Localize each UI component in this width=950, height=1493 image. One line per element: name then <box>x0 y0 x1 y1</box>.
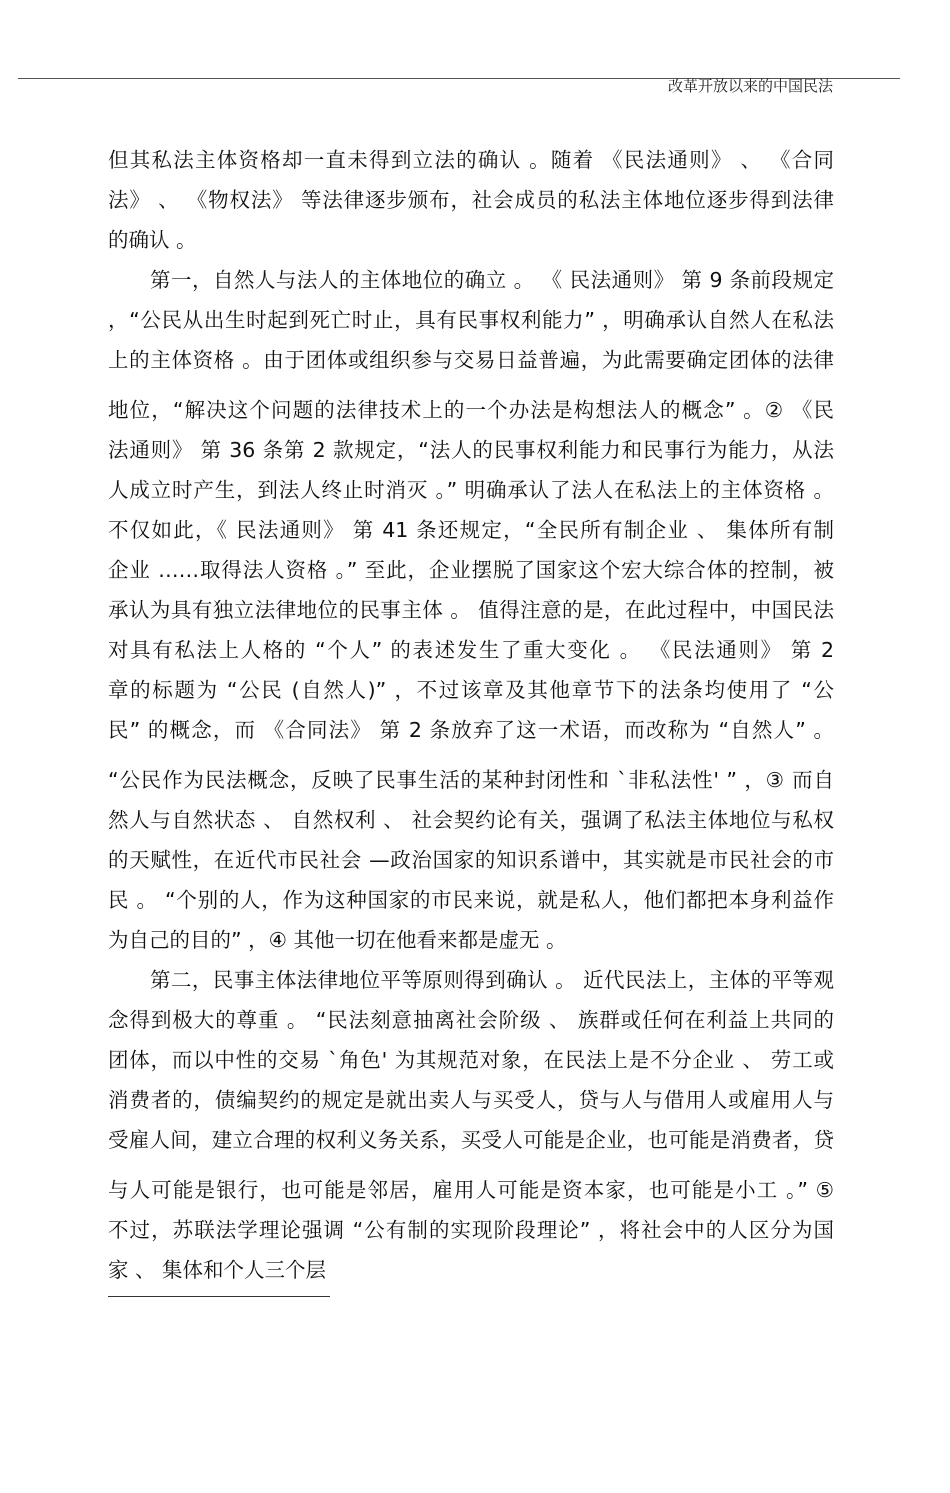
text-line: 民” 的概念，而 《合同法》 第 2 条放弃了这一术语，而改称为 “自然人” 。 <box>108 718 834 742</box>
text-line: 不过，苏联法学理论强调 “公有制的实现阶段理论” ，将社会中的人区分为国 <box>108 1218 834 1242</box>
text-line: 第一，自然人与法人的主体地位的确立 。 《 民法通则》 第 9 条前段规定 <box>150 268 834 292</box>
text-line: 的确认 。 <box>108 228 197 252</box>
text-line: ，“公民从出生时起到死亡时止，具有民事权利能力” ，明确承认自然人在私法 <box>108 308 834 332</box>
text-line: 地位，“解决这个问题的法律技术上的一个办法是构想法人的概念” 。② 《民 <box>108 398 834 422</box>
text-line: 与人可能是银行，也可能是邻居，雇用人可能是资本家，也可能是小工 。” ⑤ <box>108 1178 834 1202</box>
text-line: 上的主体资格 。由于团体或组织参与交易日益普遍，为此需要确定团体的法律 <box>108 348 834 372</box>
text-line: 受雇人间，建立合理的权利义务关系，买受人可能是企业，也可能是消费者，贷 <box>108 1128 834 1152</box>
text-line: 对具有私法上人格的 “个人” 的表述发生了重大变化 。 《民法通则》 第 2 <box>108 638 834 662</box>
text-line: 然人与自然状态 、 自然权利 、 社会契约论有关，强调了私法主体地位与私权 <box>108 808 834 832</box>
text-line: 团体，而以中性的交易 `角色' 为其规范对象，在民法上是不分企业 、 劳工或 <box>108 1048 834 1072</box>
text-line: 念得到极大的尊重 。 “民法刻意抽离社会阶级 、 族群或任何在利益上共同的 <box>108 1008 834 1032</box>
text-line: 人成立时产生，到法人终止时消灭 。” 明确承认了法人在私法上的主体资格 。 <box>108 478 834 502</box>
text-line: 承认为具有独立法律地位的民事主体 。 值得注意的是，在此过程中，中国民法 <box>108 598 834 622</box>
text-line: 的天赋性，在近代市民社会 —政治国家的知识系谱中，其实就是市民社会的市 <box>108 848 834 872</box>
text-line: 第二，民事主体法律地位平等原则得到确认 。 近代民法上，主体的平等观 <box>150 968 834 992</box>
text-line: 章的标题为 “公民 (自然人)” ，不过该章及其他章节下的法条均使用了 “公 <box>108 678 834 702</box>
text-line: 但其私法主体资格却一直未得到立法的确认 。随着 《民法通则》 、 《合同 <box>108 148 834 172</box>
text-line: “公民作为民法概念，反映了民事生活的某种封闭性和 `非私法性' ” ，③ 而自 <box>108 768 834 792</box>
text-line: 法通则》 第 36 条第 2 款规定，“法人的民事权利能力和民事行为能力，从法 <box>108 438 834 462</box>
text-line: 法》 、 《物权法》 等法律逐步颁布，社会成员的私法主体地位逐步得到法律 <box>108 188 834 212</box>
running-header: 改革开放以来的中国民法 <box>667 77 833 95</box>
text-line: 家 、 集体和个人三个层 <box>108 1258 327 1282</box>
body-text <box>108 140 834 1290</box>
text-line: 民 。 “个别的人，作为这种国家的市民来说，就是私人，他们都把本身利益作 <box>108 888 834 912</box>
text-line: 企业 ……取得法人资格 。” 至此，企业摆脱了国家这个宏大综合体的控制，被 <box>108 558 834 582</box>
footnote-separator <box>108 1296 330 1297</box>
text-line: 为自己的目的” ，④ 其他一切在他看来都是虚无 。 <box>108 928 567 952</box>
text-line: 不仅如此，《 民法通则》 第 41 条还规定，“全民所有制企业 、 集体所有制 <box>108 518 834 542</box>
text-line: 消费者的，债编契约的规定是就出卖人与买受人，贷与人与借用人或雇用人与 <box>108 1088 834 1112</box>
